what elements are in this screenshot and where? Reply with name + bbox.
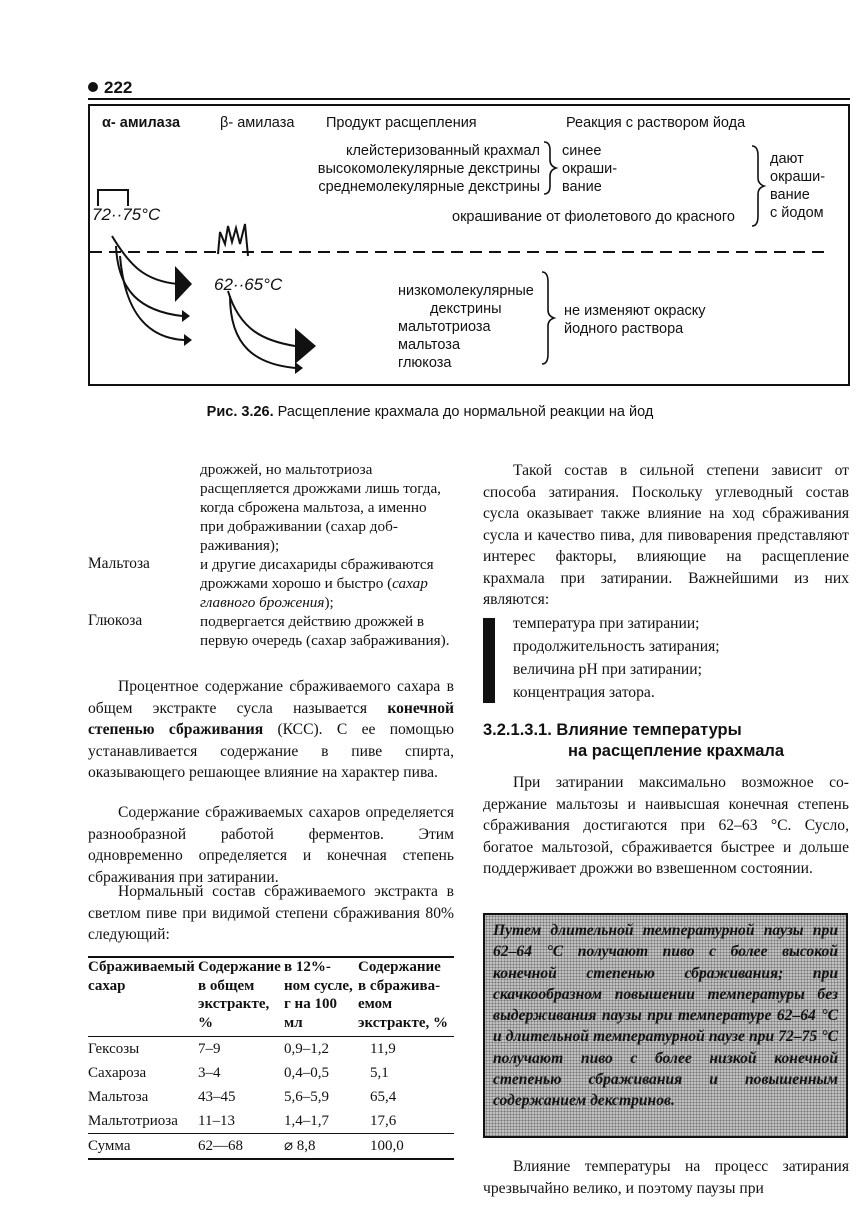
table-header: в 12%-ном сусле, г на 100 мл [284, 959, 353, 1031]
table-row: Мальтотриоза 11–13 1,4–1,7 17,6 [88, 1113, 397, 1129]
list-item: концентрация затора. [513, 684, 655, 701]
lower-products: низкомолекулярные декстрины мальтотриоза мальтоза глюкоза [398, 283, 534, 371]
definition-maltose: и другие дисахариды сбраживаются дрожжами хорошо и быстро (сахар главного брожения); [200, 556, 434, 611]
paragraph-kss: Процентное содержание сбраживаемого сахара в общем экстракте сусла называется конечной степенью сбраживания (КСС). С ее помощью устанавливается содержание в пиве спирта, оказывающего решающее влияние на характер пива. [88, 678, 454, 781]
paragraph-normal-composition: Нормальный состав сбраживаемого экстракта в светлом пиве при видимой степени сбраживания 80% следующий: [88, 883, 454, 943]
lower-brace [542, 272, 554, 364]
list-item: продолжительность затирания; [513, 638, 720, 655]
beta-arrowhead-big [295, 328, 316, 364]
upper-brace [544, 142, 556, 194]
iodine-header: Реакция с раствором йода [566, 115, 746, 131]
paragraph-temperature-influence: Влияние температуры на процесс затирания чрезвычайно велико, и поэтому паузы при [483, 1158, 849, 1197]
list-item: величина pH при затирании; [513, 661, 702, 678]
upper-reaction: синее окраши- вание [562, 143, 618, 195]
list-marker-bar [483, 618, 495, 703]
sugar-table-wrapper [88, 956, 454, 1160]
table-row: Сахароза 3–4 0,4–0,5 5,1 [88, 1065, 389, 1081]
figure-caption: Рис. 3.26. Расщепление крахмала до нормальной реакции на йод [206, 404, 654, 420]
definition-maltotriose: дрожжей, но мальтотриоза расщепляется дрожжами лишь тогда, когда сброжена мальтоза, а именно при дображивании (сахар дображивания); [200, 461, 441, 554]
page-number: 222 [88, 78, 132, 98]
lower-reaction: не изменяют окраску йодного раствора [564, 303, 706, 337]
table-sum-row: Сумма 62—68 ⌀ 8,8 100,0 [88, 1134, 454, 1160]
beta-temperature: 62··65°C [214, 275, 283, 294]
alpha-arrowhead-big [175, 266, 192, 302]
beta-amylase-header: β- амилаза [220, 115, 295, 131]
product-header: Продукт расщепления [326, 115, 477, 131]
factor-list [483, 612, 853, 704]
total-brace [752, 146, 764, 226]
term-maltose: Мальтоза [88, 555, 150, 572]
highlight-box: Путем длительной температурной паузы при 62–64 °С получают пиво с более высокой конечной степенью сбраживания; при скачкообразном повышении температуры без выдерживания паузы при температуре 62–64 °С и длительной температурной паузе при 72–75 °С получают пиво с более низкой конечной степенью сбраживания и повышенным содержанием декстринов. [483, 913, 848, 1138]
table-header-row [88, 957, 454, 1037]
upper-products: клейстеризованный крахмал высокомолекулярные декстрины среднемолекулярные декстрины [317, 143, 540, 195]
figure-starch-breakdown [88, 104, 850, 386]
paragraph-optimal-temperature: При затирании максимально возможное содержание мальтозы и наивысшая конечная степень сбраживания достигаются при 62–63 °С. Сусло, богатое мальтозой, сбраживается быстрее и дольше поддерживает дрожжи во взвешенном состоянии. [483, 774, 849, 877]
alpha-temperature: 72··75°C [92, 205, 161, 224]
bullet-icon [88, 82, 98, 92]
list-item: температура при затирании; [513, 615, 700, 632]
section-heading: 3.2.1.3.1. Влияние температуры на расщепление крахмала [483, 721, 785, 760]
term-glucose: Глюкоза [88, 612, 143, 629]
table-row: Мальтоза 43–45 5,6–5,9 65,4 [88, 1089, 397, 1105]
paragraph-composition-depends: Такой состав в сильной степени зависит от способа затирания. Поскольку углеводный состав сусла оказывает также влияние на ход сбраживания сусла и качество пива, для пивоварения представляют интерес факторы, влияющие на расщепление крахмала при затирании. Важнейшими из них являются: [483, 462, 849, 608]
table-header: Содержание в сбраживаемом экстракте, % [358, 959, 448, 1031]
upper-color-range: окрашивание от фиолетового до красного [452, 209, 735, 225]
alpha-amylase-header: α- амилаза [102, 115, 181, 131]
paragraph-enzymes: Содержание сбраживаемых сахаров определяется разнообразной работой ферментов. Этим одновременно определяется и конечная степень сбраживания при затирании. [88, 804, 454, 886]
sugar-table [88, 956, 454, 1160]
table-header: Содержание в общем экстракте, % [198, 959, 281, 1031]
table-header: Сбраживаемый сахар [88, 959, 195, 994]
table-row: Гексозы 7–9 0,9–1,2 11,9 [88, 1041, 396, 1057]
alpha-bracket [98, 190, 128, 206]
definition-glucose: подвергается действию дрожжей в первую очередь (сахар забраживания). [200, 613, 450, 649]
header-rule [88, 98, 850, 100]
upper-total: дают окраши- вание с йодом [770, 151, 826, 221]
